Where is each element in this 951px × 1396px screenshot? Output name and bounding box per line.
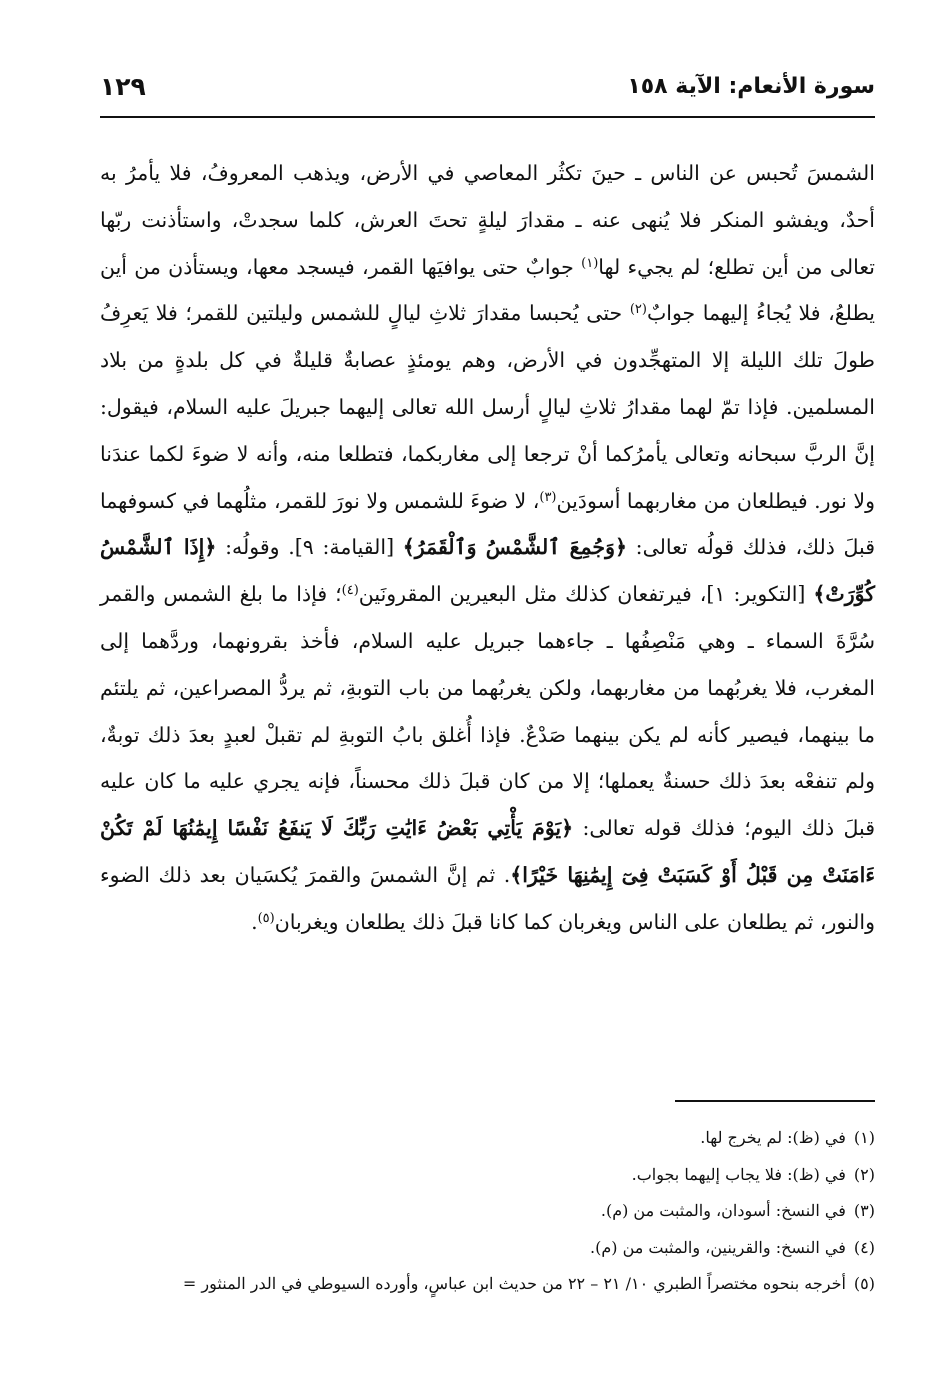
footnote-item bbox=[100, 1266, 875, 1303]
verse-reference: [التكوير: ١]، فيرتفعان كذلك مثل البعيرين المقرونَين bbox=[358, 582, 814, 607]
footnote-number: (٥) bbox=[853, 1274, 875, 1293]
footnote-text: في النسخ: أسودان، والمثبت من (م). bbox=[600, 1201, 846, 1220]
footnote-text: في (ظ): فلا يجاب إليهما بجواب. bbox=[631, 1164, 846, 1184]
main-text bbox=[100, 150, 875, 946]
footnote-text: في (ظ): لم يخرج لها. bbox=[700, 1128, 846, 1147]
footnote-rule bbox=[675, 1100, 875, 1102]
page-number: ١٢٩ bbox=[100, 71, 146, 101]
quran-quote: ﴿يَوْمَ يَأْتِي بَعْضُ ءَايَٰتِ رَبِّكَ لَا يَنفَعُ نَفْسًا إِيمَٰنُهَا لَمْ تَكُنْ ءَامَنَتْ مِن قَبْلُ أَوْ كَسَبَتْ فِىٓ إِيمَٰنِهَا خَيْرًا﴾ bbox=[100, 816, 875, 887]
footnote-text: في النسخ: والقرينين، والمثبت من (م). bbox=[590, 1237, 846, 1257]
header-rule bbox=[100, 116, 875, 118]
text-segment: . bbox=[251, 909, 258, 934]
footnote-ref-2: (٢) bbox=[629, 302, 647, 318]
footnote-number: (٤) bbox=[853, 1237, 875, 1257]
quran-quote: ﴿وَجُمِعَ ٱلشَّمْسُ وَٱلْقَمَرُ﴾ bbox=[402, 535, 627, 560]
footnote-number: (٣) bbox=[853, 1201, 875, 1220]
paragraph bbox=[100, 150, 875, 946]
footnotes-list bbox=[100, 1120, 875, 1303]
footnote-ref-3: (٣) bbox=[539, 489, 557, 505]
page-header bbox=[100, 60, 875, 112]
footnote-item bbox=[100, 1193, 875, 1230]
footnote-text: أخرجه بنحوه مختصراً الطبري ١٠/ ٢١ – ٢٢ من حديث ابن عباسٍ، وأورده السيوطي في الدر المنثور = bbox=[182, 1274, 846, 1293]
text-segment: . ثم إنَّ الشمسَ والقمرَ يُكسَيان بعد ذلك الضوء والنور، ثم يطلعان على الناس ويغربان كما كانا قبلَ ذلك يطلعان ويغربان bbox=[100, 862, 875, 934]
footnote-number: (٢) bbox=[853, 1164, 875, 1184]
footnote-item bbox=[100, 1157, 875, 1194]
footnote-number: (١) bbox=[853, 1128, 875, 1147]
footnote-ref-1: (١) bbox=[581, 255, 599, 271]
quran-quote: ﴿إِذَا ٱلشَّمْسُ كُوِّرَتْ﴾ bbox=[100, 535, 875, 607]
footnote-ref-5: (٥) bbox=[257, 910, 275, 926]
text-segment: ؛ فإذا ما بلغ الشمس والقمر سُرَّةَ السماء ـ وهي مَنْصِفُها ـ جاءهما جبريل عليه السلام، فأخذ بقرونهما، وردَّهما إلى المغرب، فلا يغربُهما من مغاربهما، ولكن يغربُهما من باب التوبةِ، ثم يردُّ المصراعين، ثم يلتئم ما بينهما، فيصير كأنه لم يكن بينهما صَدْعٌ. فإذا أُغلق بابُ التوبةِ لم تقبلْ لعبدٍ بعدَ ذلك توبةٌ، ولم تنفعْه بعدَ ذلك حسنةٌ يعملها؛ إلا من كان قبلَ ذلك محسناً، فإنه يجري عليه ما كان عليه قبلَ ذلك اليوم؛ فذلك قوله تعالى: bbox=[100, 582, 875, 841]
text-segment: جوابٌ حتى يوافيَها القمر، فيسجد معها، ويستأذن من أين يطلعُ، فلا يُجاءُ إليهما جوابٌ bbox=[100, 254, 875, 326]
text-segment: الشمسَ تُحبس عن الناس ـ حينَ تكثُر المعاصي في الأرض، ويذهب المعروفُ، فلا يأمرُ به أحدٌ، ويفشو المنكر فلا يُنهى عنه ـ مقدارَ ليلةٍ تحتَ العرش، كلما سجدتْ، واستأذنت ربّها تعالى من أين تطلع؛ لم يجيء لها bbox=[100, 161, 875, 279]
footnote-ref-4: (٤) bbox=[341, 583, 359, 599]
text-segment: ، لا ضوءَ للشمس ولا نورَ للقمر، مثلُهما في كسوفهما قبلَ ذلك، فذلك قولُه تعالى: bbox=[100, 488, 876, 560]
text-segment: حتى يُحبسا مقدارَ ثلاثِ ليالٍ للشمس وليلتين للقمر؛ فلا يَعرِفُ طولَ تلك الليلة إلا المتهجِّدون في الأرض، وهم يومئذٍ عصابةٌ قليلةٌ في كل بلدةٍ من بلاد المسلمين. فإذا تمّ لهما مقدارُ ثلاثِ ليالٍ أرسل الله تعالى إليهما جبريلَ عليه السلام، فيقول: إنَّ الربَّ سبحانه وتعالى يأمرُكما أنْ ترجعا إلى مغاربكما، فتطلعا منه، وأنه لا ضوءَ لكما عندَنا ولا نور. فيطلعان من مغاربهما أسودَين bbox=[100, 301, 875, 513]
verse-reference: [القيامة: ٩]. وقولُه: bbox=[216, 535, 403, 560]
footnote-item bbox=[100, 1230, 875, 1267]
running-title: سورة الأنعام: الآية ١٥٨ bbox=[627, 73, 875, 99]
footnote-item bbox=[100, 1120, 875, 1157]
